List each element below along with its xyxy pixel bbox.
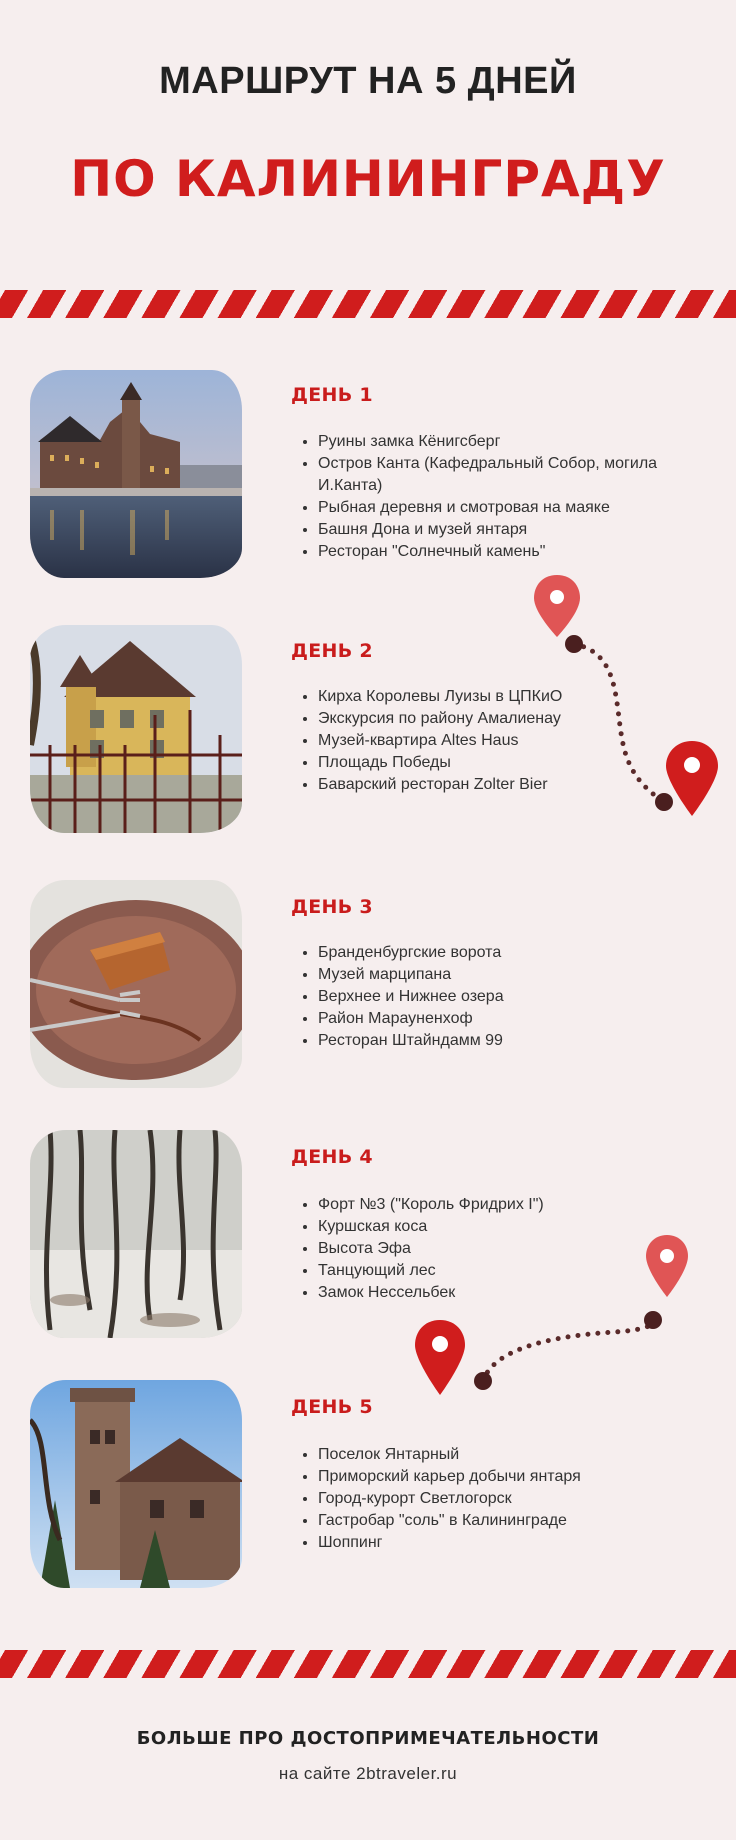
list-item: • Музей марципана [318,964,698,986]
list-item: • Ресторан "Солнечный камень" [318,541,698,563]
top-stripe-divider [0,290,736,318]
day4-photo [30,1130,242,1338]
list-item: • Куршская коса [318,1216,698,1238]
map-pin-icon [534,575,580,637]
list-item: • Бранденбургские ворота [318,942,698,964]
header-title-line2: ПО КАЛИНИНГРАДУ [70,150,666,208]
day2-list [296,686,698,796]
footer-title: БОЛЬШЕ ПРО ДОСТОПРИМЕЧАТЕЛЬНОСТИ [136,1728,600,1749]
day5-list [296,1444,698,1554]
bottom-stripe-divider [0,1650,736,1678]
list-item: • Гастробар "соль" в Калининграде [318,1510,698,1532]
list-item: • Город-курорт Светлогорск [318,1488,698,1510]
list-item: • Замок Нессельбек [318,1282,698,1304]
list-item: • Башня Дона и музей янтаря [318,519,698,541]
list-item: • Форт №3 ("Король Фридрих I") [318,1194,698,1216]
route-path-decoration-2 [415,1235,695,1410]
list-item: • Рыбная деревня и смотровая на маяке [318,497,698,519]
list-item: • Баварский ресторан Zolter Bier [318,774,698,796]
list-item: • Приморский карьер добычи янтаря [318,1466,698,1488]
header-title-line1: МАРШРУТ НА 5 ДНЕЙ [159,60,577,102]
list-item: • Площадь Победы [318,752,698,774]
list-item: • Поселок Янтарный [318,1444,698,1466]
list-item: • Кирха Королевы Луизы в ЦПКиО [318,686,698,708]
list-item: • Шоппинг [318,1532,698,1554]
list-item: • Музей-квартира Altes Haus [318,730,698,752]
day1-list [296,431,698,563]
list-item: • Экскурсия по району Амалиенау [318,708,698,730]
day5-title: ДЕНЬ 5 [291,1396,373,1418]
day3-title: ДЕНЬ 3 [291,896,373,918]
day4-title: ДЕНЬ 4 [291,1146,373,1168]
day2-title: ДЕНЬ 2 [291,640,373,662]
day1-photo [30,370,242,578]
list-item: • Остров Канта (Кафедральный Собор, могила И.Канта) [318,453,698,497]
day3-list [296,942,698,1052]
map-pin-icon [415,1320,465,1395]
list-item: • Район Марауненхоф [318,1008,698,1030]
list-item: • Танцующий лес [318,1260,698,1282]
day1-title: ДЕНЬ 1 [291,384,373,406]
day5-photo [30,1380,242,1588]
list-item: • Высота Эфа [318,1238,698,1260]
day3-photo [30,880,242,1088]
list-item: • Ресторан Штайндамм 99 [318,1030,698,1052]
list-item: • Руины замка Кёнигсберг [318,431,698,453]
footer-site-link[interactable]: на сайте 2btraveler.ru [278,1764,458,1783]
day2-photo [30,625,242,833]
map-pin-icon [646,1235,688,1297]
list-item: • Верхнее и Нижнее озера [318,986,698,1008]
